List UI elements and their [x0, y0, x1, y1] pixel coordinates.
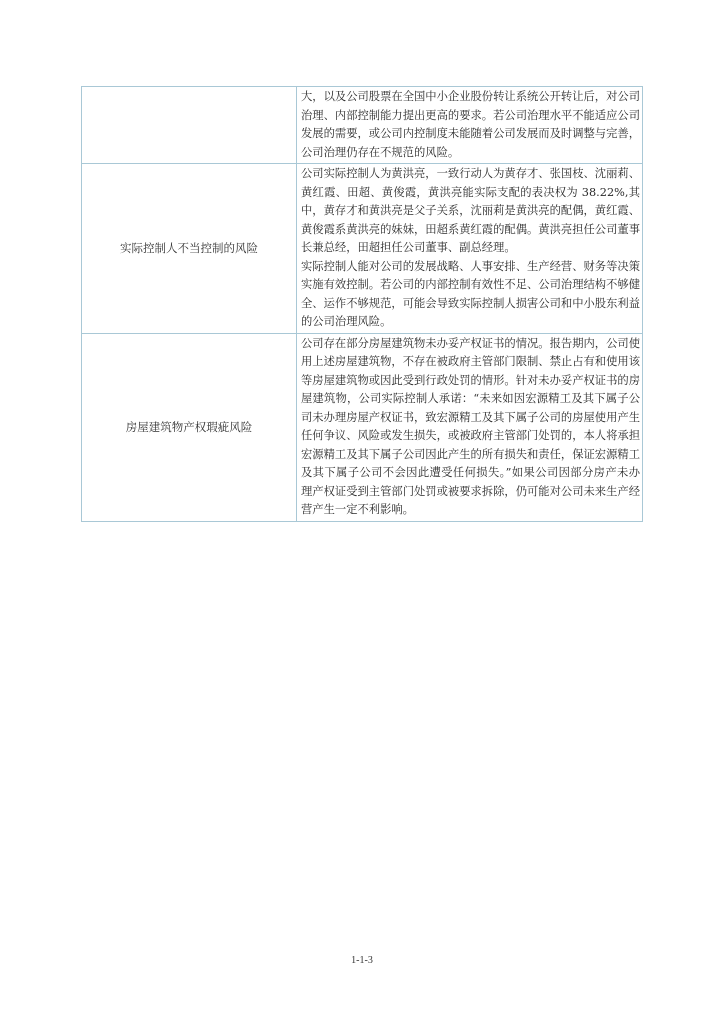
risk-description-paragraph: 公司存在部分房屋建筑物未办妥产权证书的情况。报告期内，公司使用上述房屋建筑物，不存在被政府主管部门限制、禁止占有和使用该等房屋建筑物或因此受到行政处罚的情形。针对未办妥产权证书的房屋建筑物，公司实际控制人承诺：“未来如因宏源精工及其下属子公司未办理房屋产权证书，致宏源精工及其下属子公司的房屋使用产生任何争议、风险或发生损失，或被政府主管部门处罚的，本人将承担宏源精工及其下属子公司因此产生的所有损失和责任，保证宏源精工及其下属子公司不会因此遭受任何损失。”如果公司因部分房产未办理产权证受到主管部门处罚或被要求拆除，仍可能对公司未来生产经营产生一定不利影响。 — [301, 336, 640, 516]
risk-description-paragraph: 大，以及公司股票在全国中小企业股份转让系统公开转让后，对公司治理、内部控制能力提出更高的要求。若公司治理水平不能适应公司发展的需要，或公司内控制度未能随着公司发展而及时调整与完善，公司治理仍存在不规范的风险。 — [301, 90, 640, 159]
risk-name-cell — [82, 87, 297, 164]
table-row — [82, 87, 643, 164]
table-row — [82, 164, 643, 334]
risk-description-cell — [297, 87, 643, 164]
risk-description-paragraph: 公司实际控制人为黄洪亮，一致行动人为黄存才、张国枝、沈丽莉、黄红霞、田超、黄俊霞，黄洪亮能实际支配的表决权为 38.22%,其中，黄存才和黄洪亮是父子关系，沈丽莉是黄洪亮的配偶，黄红霞、黄俊霞系黄洪亮的妹妹，田超系黄红霞的配偶。黄洪亮担任公司董事长兼总经，田超担任公司董事、副总经理。 — [301, 167, 640, 254]
risk-table — [81, 86, 643, 522]
risk-description-cell — [297, 333, 643, 521]
risk-description-paragraph: 实际控制人能对公司的发展战略、人事安排、生产经营、财务等决策实施有效控制。若公司的内部控制有效性不足、公司治理结构不够健全、运作不够规范，可能会导致实际控制人损害公司和中小股东利益的公司治理风险。 — [301, 259, 640, 328]
table-row — [82, 333, 643, 521]
risk-description-cell — [297, 164, 643, 334]
page-number: 1-1-3 — [351, 955, 373, 966]
risk-name-cell: 房屋建筑物产权瑕疵风险 — [82, 333, 297, 521]
risk-name-cell: 实际控制人不当控制的风险 — [82, 164, 297, 334]
